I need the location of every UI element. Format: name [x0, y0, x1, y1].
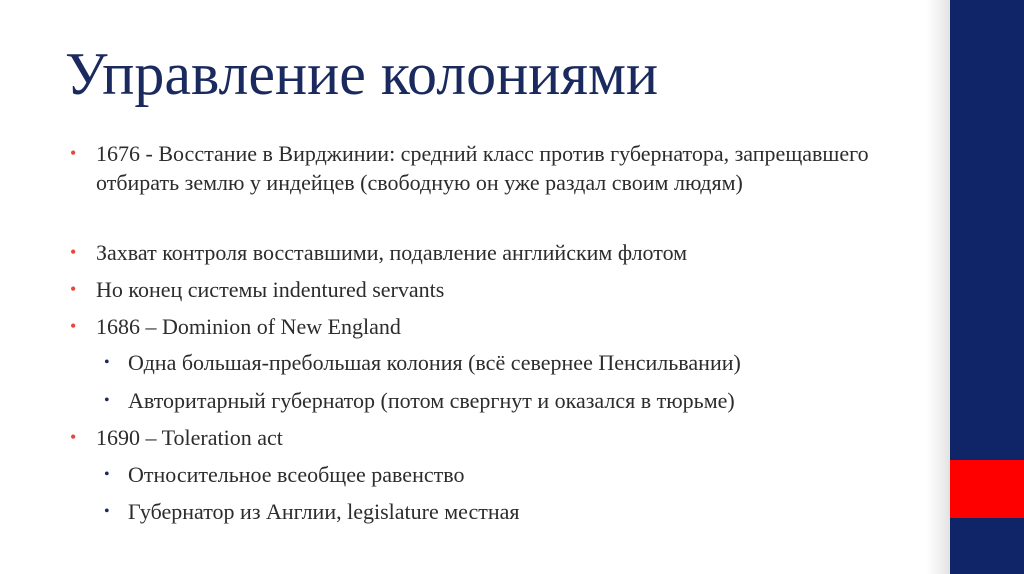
side-bar-navy-bottom [950, 518, 1024, 574]
sub-bullet-item [104, 348, 928, 377]
bullet-text: Но конец системы indentured servants [96, 277, 445, 302]
bullet-marker: • [70, 316, 77, 336]
side-bar-navy-top [950, 0, 1024, 460]
bullet-text: Захват контроля восставшими, подавление английским флотом [96, 240, 688, 265]
sub-bullet-item [104, 460, 928, 489]
slide-title: Управление колониями [65, 41, 659, 107]
bullet-marker: • [70, 143, 77, 163]
sub-bullet-item [104, 497, 928, 526]
decorative-side-bar [950, 0, 1024, 574]
bullet-item [70, 312, 936, 341]
bullet-item [70, 139, 936, 197]
bullet-marker: • [70, 279, 77, 299]
side-bar-red-accent [950, 460, 1024, 518]
sub-bullet-item [104, 386, 928, 415]
sub-bullet-marker: • [104, 503, 110, 520]
sub-bullet-text: Авторитарный губернатор (потом свергнут и оказался в тюрьме) [128, 388, 735, 413]
sub-bullet-marker: • [104, 466, 110, 483]
bullet-text: 1686 – Dominion of New England [96, 314, 401, 339]
bullet-item [70, 238, 936, 267]
bullet-item [70, 275, 936, 304]
bullet-marker: • [70, 242, 77, 262]
bullet-text: 1690 – Toleration act [96, 425, 283, 450]
bullet-marker: • [70, 427, 77, 447]
sub-bullet-text: Губернатор из Англии, legislature местная [128, 499, 520, 524]
bullet-item [70, 423, 936, 452]
sub-bullet-text: Относительное всеобщее равенство [128, 462, 465, 487]
bullet-text: 1676 - Восстание в Вирджинии: средний класс против губернатора, запрещавшего отбирать землю у индейцев (свободную он уже раздал своим людям) [96, 141, 869, 195]
sub-bullet-marker: • [104, 354, 110, 371]
sub-bullet-text: Одна большая-пребольшая колония (всё севернее Пенсильвании) [128, 350, 741, 375]
sub-bullet-marker: • [104, 392, 110, 409]
page-edge-shadow [926, 0, 950, 574]
